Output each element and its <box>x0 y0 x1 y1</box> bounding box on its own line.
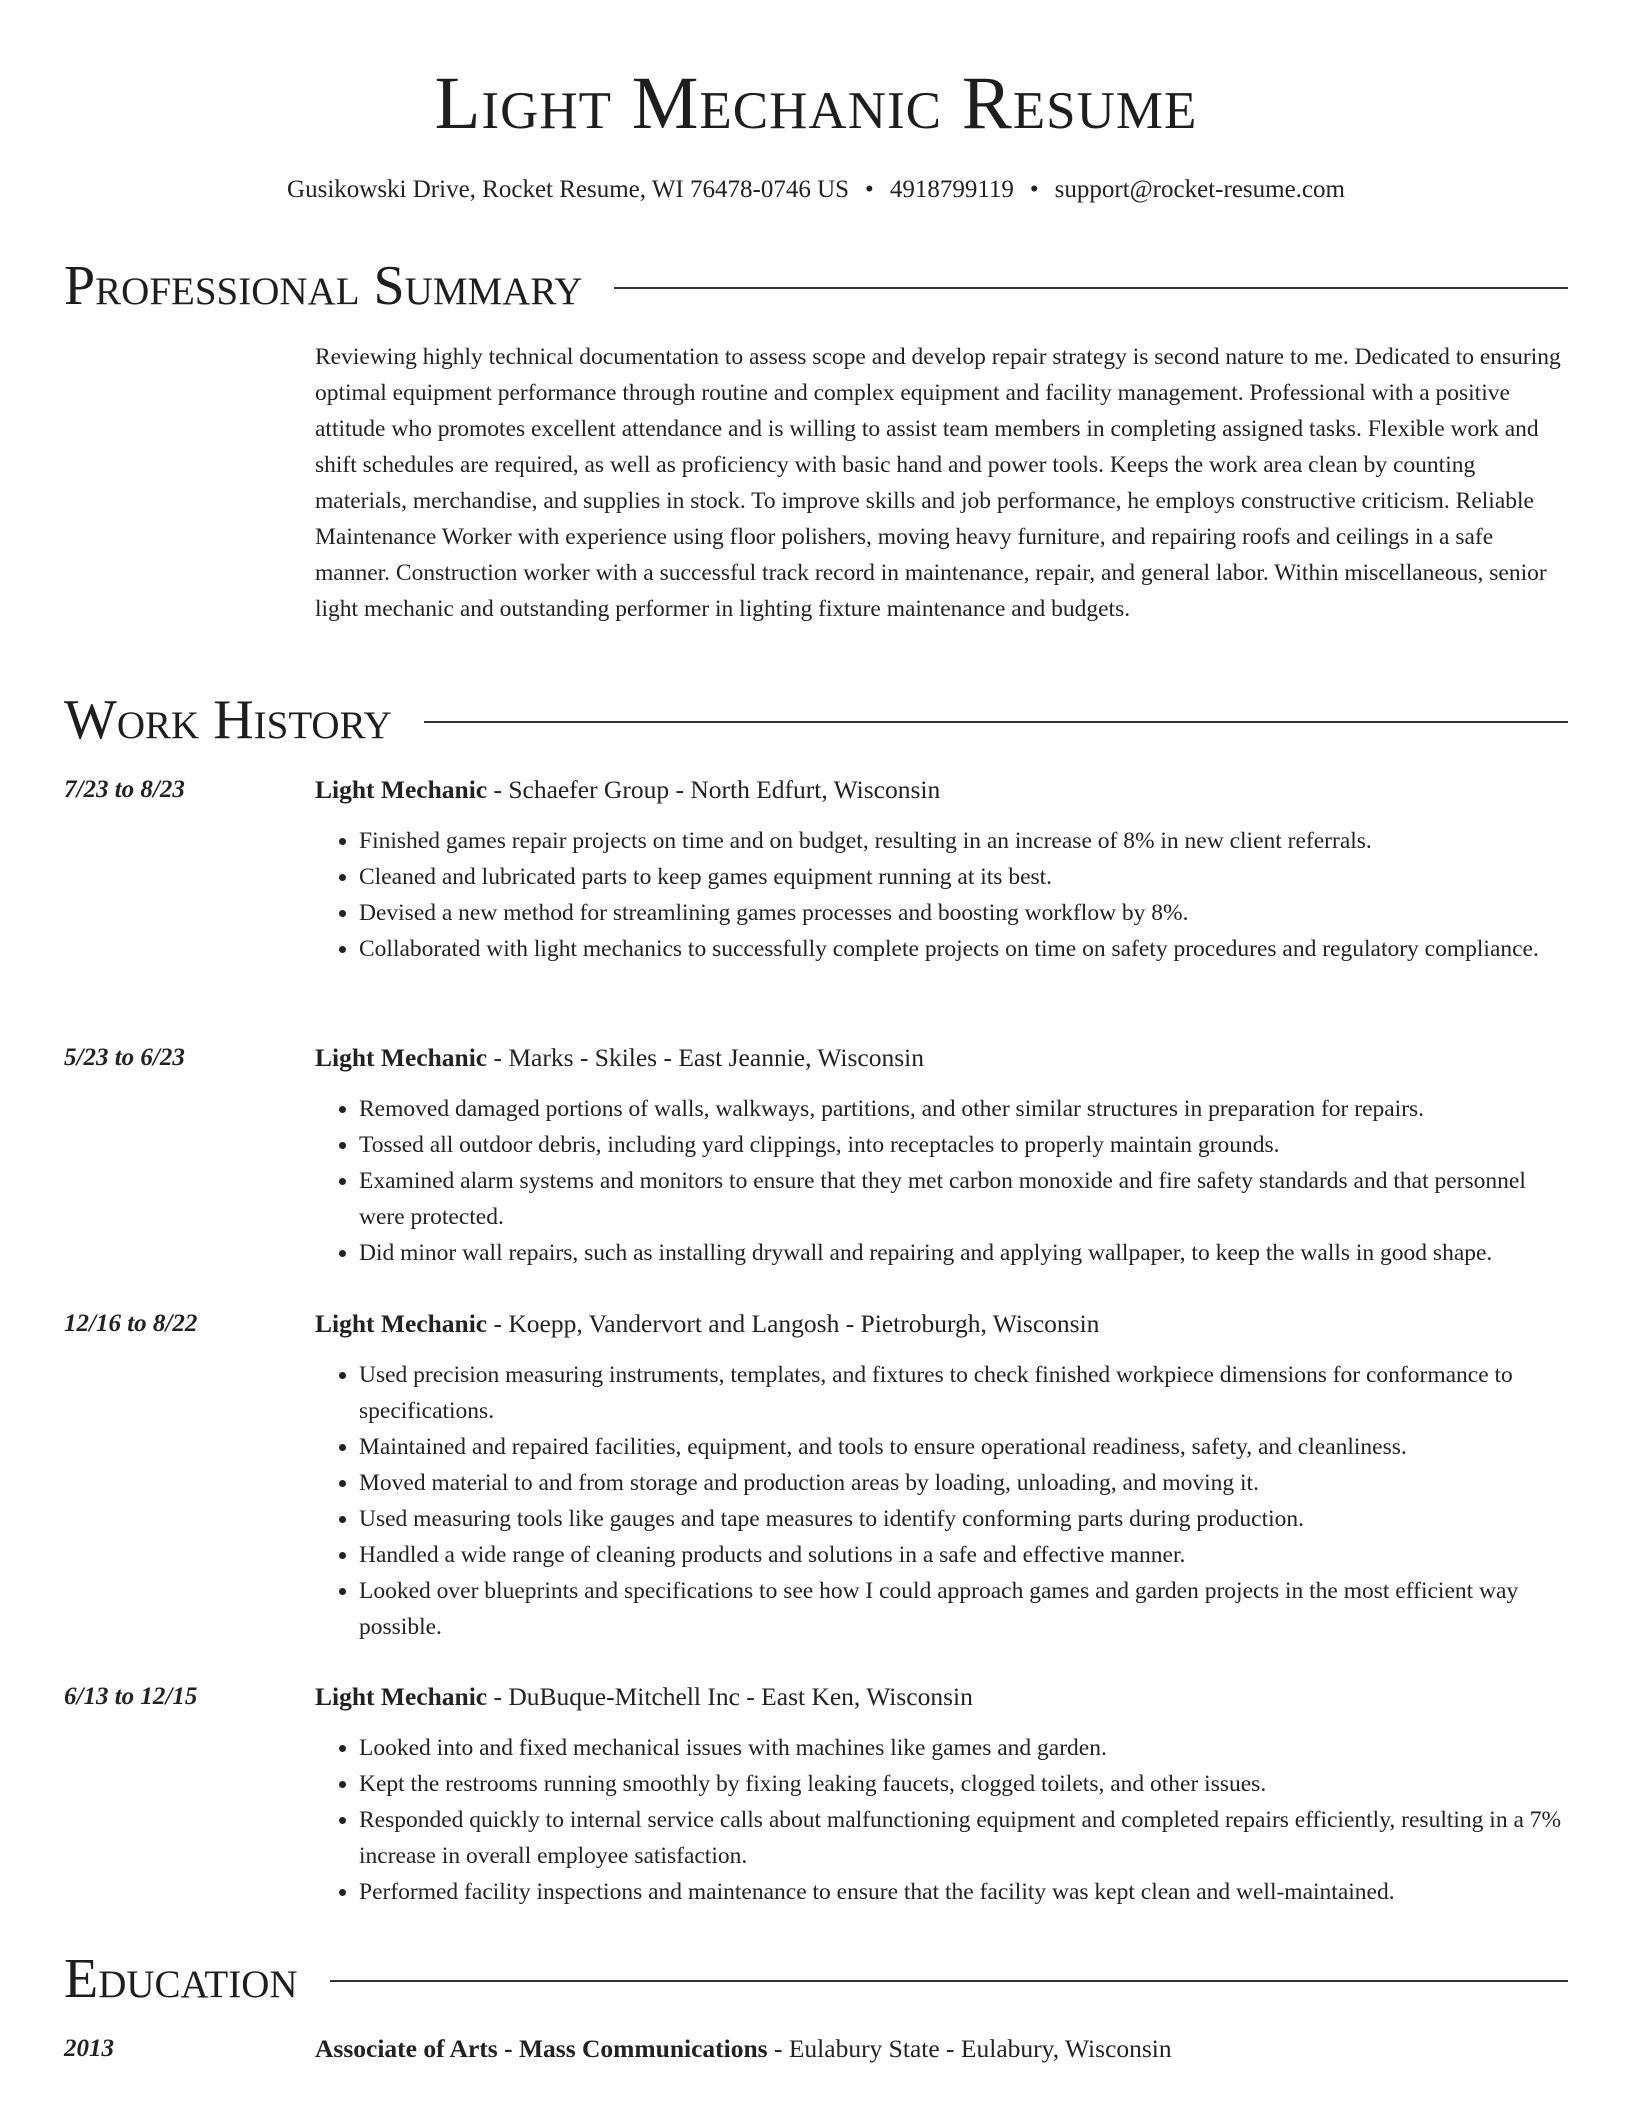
job-bullet-list <box>315 1357 1568 1645</box>
work-section-header <box>64 690 1568 750</box>
job-date: 12/16 to 8/22 <box>64 1310 198 1337</box>
list-item: • Moved material to and from storage and production areas by loading, unloading, and moving it. <box>359 1465 1568 1501</box>
list-item: • Responded quickly to internal service calls about malfunctioning equipment and completed repairs efficiently, resulting in a 7% increase in overall employee satisfaction. <box>359 1802 1568 1874</box>
job-title: Light Mechanic <box>315 1682 488 1711</box>
resume-name: Light Mechanic Resume <box>434 62 1198 145</box>
contact-phone: 4918799119 <box>889 176 1014 203</box>
education-date: 2013 <box>64 2035 114 2062</box>
list-item: • Devised a new method for streamlining games processes and boosting workflow by 8%. <box>359 895 1568 931</box>
job-bullet-list <box>315 1091 1568 1271</box>
contact-line <box>0 174 1632 206</box>
list-item: • Maintained and repaired facilities, equipment, and tools to ensure operational readiness, safety, and cleanliness. <box>359 1429 1568 1465</box>
list-item: • Used precision measuring instruments, templates, and fixtures to check finished workpiece dimensions for conformance to specifications. <box>359 1357 1568 1429</box>
summary-text: Reviewing highly technical documentation to assess scope and develop repair strategy is second nature to me. Dedicated to ensuring optimal equipment performance through routine and complex equipment and facility management. Professional with a positive attitude who promotes excellent attendance and is willing to assist team members in completing assigned tasks. Flexible work and shift schedules are required, as well as proficiency with basic hand and power tools. Keeps the work area clean by counting materials, merchandise, and supplies in stock. To improve skills and job performance, he employs constructive criticism. Reliable Maintenance Worker with experience using floor polishers, moving heavy furniture, and repairing roofs and ceilings in a safe manner. Construction worker with a successful track record in maintenance, repair, and general labor. Within miscellaneous, senior light mechanic and outstanding performer in lighting fixture maintenance and budgets. <box>315 344 1561 622</box>
job-date: 7/23 to 8/23 <box>64 776 185 803</box>
list-item: • Examined alarm systems and monitors to ensure that they met carbon monoxide and fire safety standards and that personnel were protected. <box>359 1163 1568 1235</box>
list-item: • Did minor wall repairs, such as installing drywall and repairing and applying wallpaper, to keep the walls in good shape. <box>359 1235 1568 1271</box>
list-item: • Performed facility inspections and maintenance to ensure that the facility was kept clean and well-maintained. <box>359 1874 1568 1910</box>
list-item: • Handled a wide range of cleaning products and solutions in a safe and effective manner. <box>359 1537 1568 1573</box>
summary-section-header <box>64 256 1568 316</box>
contact-address: Gusikowski Drive, Rocket Resume, WI 76478-0746 US <box>287 176 850 203</box>
contact-separator: • <box>865 176 874 203</box>
list-item: • Looked into and fixed mechanical issues with machines like games and garden. <box>359 1730 1568 1766</box>
list-item: • Looked over blueprints and specifications to see how I could approach games and garden projects in the most efficient way possible. <box>359 1573 1568 1645</box>
job-date: 6/13 to 12/15 <box>64 1683 198 1710</box>
job-details: - Marks - Skiles - East Jeannie, Wisconsin <box>487 1043 925 1072</box>
job-details: - DuBuque-Mitchell Inc - East Ken, Wisconsin <box>487 1682 973 1711</box>
list-item: • Cleaned and lubricated parts to keep games equipment running at its best. <box>359 859 1568 895</box>
job-title: Light Mechanic <box>315 1309 488 1338</box>
section-divider <box>614 287 1568 289</box>
education-degree: Associate of Arts - Mass Communications <box>315 2034 768 2063</box>
section-title-summary: Professional Summary <box>64 255 583 317</box>
list-item: • Collaborated with light mechanics to successfully complete projects on time on safety procedures and regulatory compliance. <box>359 931 1568 967</box>
education-section-header <box>64 1949 1568 2009</box>
job-details: - Schaefer Group - North Edfurt, Wisconsin <box>487 775 941 804</box>
job-header <box>315 1679 973 1715</box>
list-item: • Kept the restrooms running smoothly by fixing leaking faucets, clogged toilets, and other issues. <box>359 1766 1568 1802</box>
section-divider <box>330 1980 1568 1982</box>
job-header <box>315 772 940 808</box>
job-header <box>315 1306 1099 1342</box>
list-item: • Finished games repair projects on time and on budget, resulting in an increase of 8% in new client referrals. <box>359 823 1568 859</box>
section-title-work: Work History <box>64 689 392 751</box>
job-date: 5/23 to 6/23 <box>64 1044 185 1071</box>
section-title-education: Education <box>64 1948 298 2010</box>
education-details: - Eulabury State - Eulabury, Wisconsin <box>767 2034 1172 2063</box>
contact-separator: • <box>1029 176 1039 203</box>
education-line <box>315 2031 1172 2067</box>
list-item: • Used measuring tools like gauges and tape measures to identify conforming parts during production. <box>359 1501 1568 1537</box>
job-details: - Koepp, Vandervort and Langosh - Pietroburgh, Wisconsin <box>487 1309 1100 1338</box>
list-item: • Tossed all outdoor debris, including yard clippings, into receptacles to properly maintain grounds. <box>359 1127 1568 1163</box>
section-divider <box>424 721 1568 723</box>
job-title: Light Mechanic <box>315 775 488 804</box>
contact-email: support@rocket-resume.com <box>1054 176 1345 203</box>
job-bullet-list <box>315 823 1568 967</box>
job-title: Light Mechanic <box>315 1043 488 1072</box>
job-header <box>315 1040 924 1076</box>
job-bullet-list <box>315 1730 1568 1910</box>
list-item: • Removed damaged portions of walls, walkways, partitions, and other similar structures in preparation for repairs. <box>359 1091 1568 1127</box>
